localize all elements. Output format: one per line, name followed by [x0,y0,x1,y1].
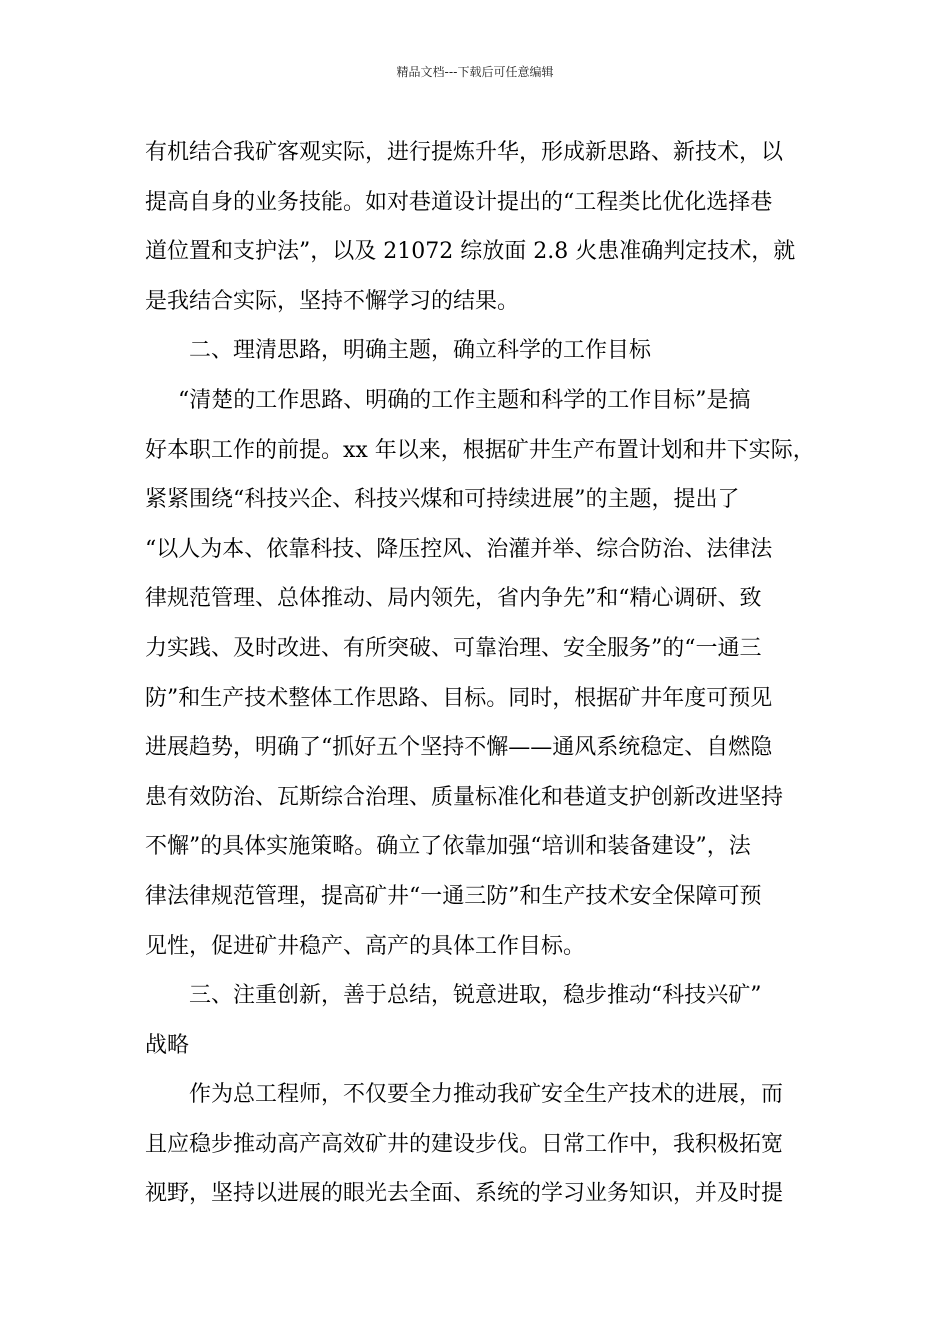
text-line: 紧紧围绕“科技兴企、科技兴煤和可持续进展”的主题，提出了 [145,487,740,513]
text-line: 道位置和支护法”，以及 21072 综放面 2.8 火患准确判定技术，就 [145,239,796,265]
text-line: 有机结合我矿客观实际，进行提炼升华，形成新思路、新技术，以 [145,140,784,165]
text-line: “以人为本、依靠科技、降压控风、治灌并举、综合防治、法律法 [145,536,773,562]
text-line: 视野，坚持以进展的眼光去全面、系统的学习业务知识，并及时提 [145,1181,784,1207]
text-line: 律法律规范管理，提高矿井“一通三防”和生产技术安全保障可预 [145,883,762,909]
text-line: 见性，促进矿井稳产、高产的具体工作目标。 [145,933,586,959]
section-heading: 三、注重创新，善于总结，锐意进取，稳步推动“科技兴矿” [189,983,762,1009]
section-heading-continued: 战略 [145,1032,190,1058]
text-line: “清楚的工作思路、明确的工作主题和科学的工作目标”是搞 [178,387,751,413]
text-line: 律规范管理、总体推动、局内领先，省内争先”和“精心调研、致 [145,586,762,612]
text-line: 力实践、及时改进、有所突破、可靠治理、安全服务”的“一通三 [145,635,762,661]
document-body [145,128,825,1219]
page-header: 精品文档---下载后可任意编辑 [396,65,554,79]
text-line: 作为总工程师，不仅要全力推动我矿安全生产技术的进展，而 [189,1082,784,1108]
text-line: 防”和生产技术整体工作思路、目标。同时，根据矿井年度可预见 [145,685,773,711]
text-line: 是我结合实际，坚持不懈学习的结果。 [145,288,520,314]
section-heading: 二、理清思路，明确主题，确立科学的工作目标 [189,338,652,364]
text-line: 且应稳步推动高产高效矿井的建设步伐。日常工作中，我积极拓宽 [145,1131,784,1157]
text-line: 进展趋势，明确了“抓好五个坚持不懈——通风系统稳定、自燃隐 [145,735,773,761]
text-line: 患有效防治、瓦斯综合治理、质量标准化和巷道支护创新改进坚持 [145,784,784,810]
text-line: 不懈”的具体实施策略。确立了依靠加强“培训和装备建设”，法 [145,834,751,860]
text-line: 提高自身的业务技能。如对巷道设计提出的“工程类比优化选择巷 [145,189,773,215]
text-line: 好本职工作的前提。xx 年以来，根据矿井生产布置计划和井下实际， [145,437,815,463]
